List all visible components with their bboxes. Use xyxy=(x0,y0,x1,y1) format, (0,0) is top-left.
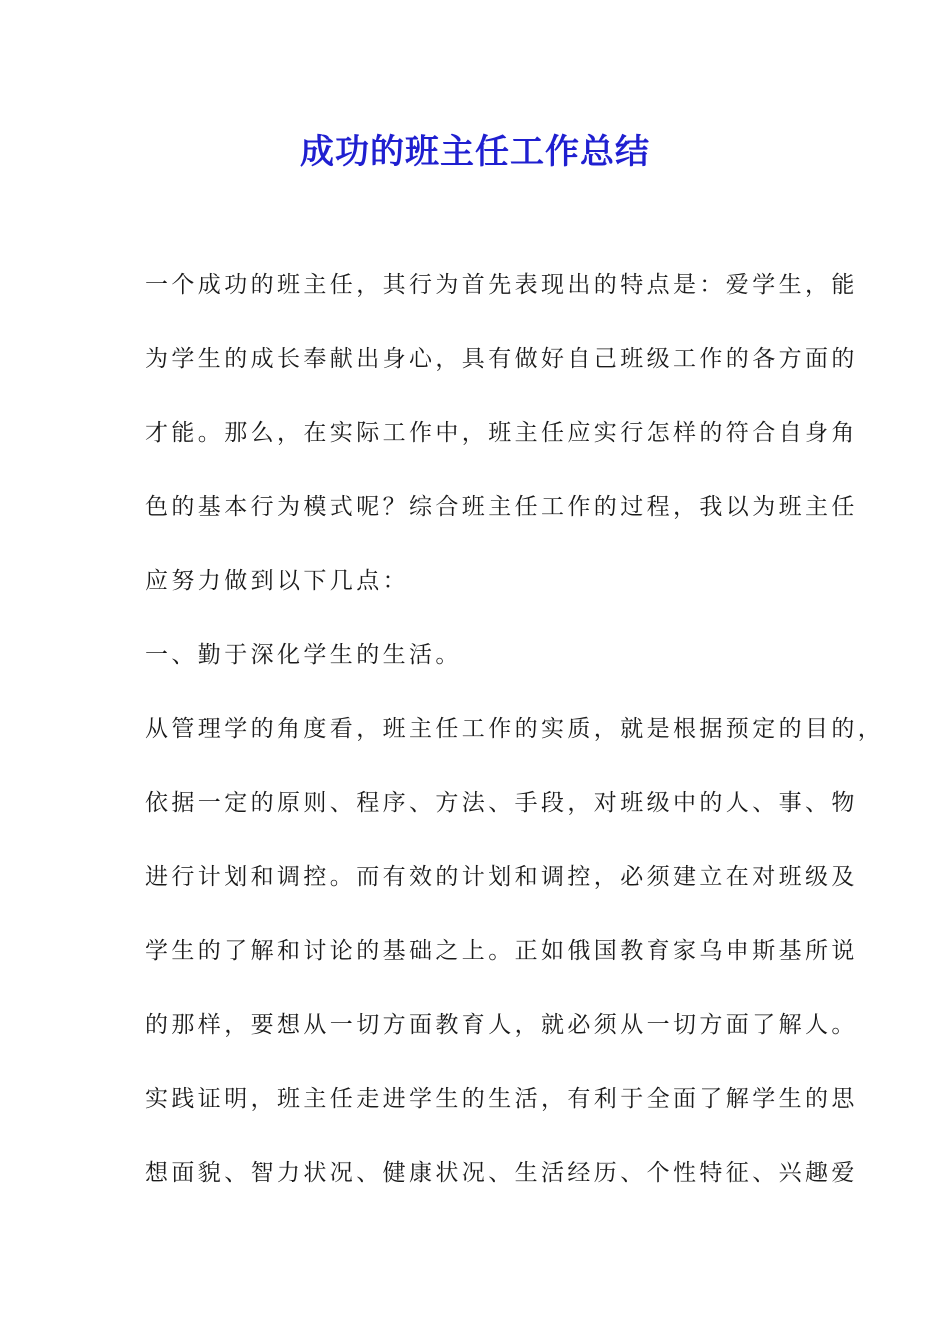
paragraph-line: 依据一定的原则、程序、方法、手段，对班级中的人、事、物 xyxy=(145,790,858,816)
paragraph-line: 一个成功的班主任，其行为首先表现出的特点是：爱学生，能 xyxy=(145,272,858,298)
paragraph-line: 的那样，要想从一切方面教育人，就必须从一切方面了解人。 xyxy=(145,1012,858,1038)
paragraph-line: 想面貌、智力状况、健康状况、生活经历、个性特征、兴趣爱 xyxy=(145,1160,858,1186)
paragraph-line: 才能。那么，在实际工作中，班主任应实行怎样的符合自身角 xyxy=(145,420,858,446)
paragraph-line: 实践证明，班主任走进学生的生活，有利于全面了解学生的思 xyxy=(145,1086,858,1112)
section-heading: 一、勤于深化学生的生活。 xyxy=(145,642,462,668)
paragraph-line: 学生的了解和讨论的基础之上。正如俄国教育家乌申斯基所说 xyxy=(145,938,858,964)
document-body xyxy=(145,260,885,1222)
paragraph-line: 应努力做到以下几点： xyxy=(145,568,409,594)
paragraph-line: 从管理学的角度看，班主任工作的实质，就是根据预定的目的， xyxy=(145,716,885,742)
paragraph-line: 为学生的成长奉献出身心，具有做好自己班级工作的各方面的 xyxy=(145,346,858,372)
paragraph-line: 色的基本行为模式呢？综合班主任工作的过程，我以为班主任 xyxy=(145,494,858,520)
document-title: 成功的班主任工作总结 xyxy=(300,132,650,172)
paragraph-line: 进行计划和调控。而有效的计划和调控，必须建立在对班级及 xyxy=(145,864,858,890)
